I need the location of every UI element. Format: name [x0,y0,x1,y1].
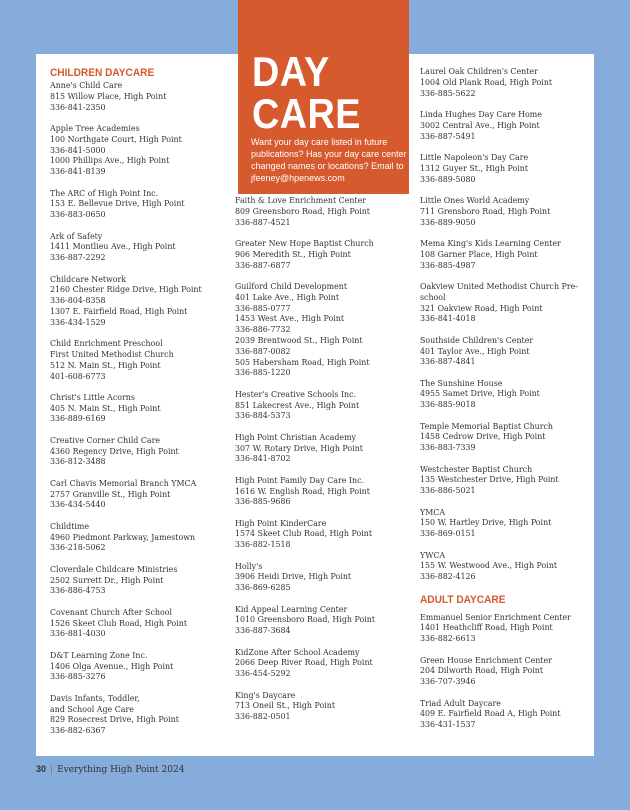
listing-entry [235,605,415,637]
listing-entry [50,565,230,597]
listing-entry [235,239,415,271]
listing-name: High Point KinderCare [235,518,327,528]
listing-entry [235,562,415,594]
listing-phone: 336-882-6367 [50,726,106,736]
listing-entry [235,476,415,508]
section-title-adult: ADULT DAYCARE [420,593,506,606]
listing-phone: 336-883-0650 [50,210,106,220]
listing-name: Linda Hughes Day Care Home [420,109,542,119]
listing-address: 3002 Central Ave., High Point [420,120,540,130]
listing-address: 1000 Phillips Ave., High Point [50,156,170,166]
listing-address: 307 W. Rotary Drive, High Point [235,443,363,453]
listing-address: 150 W. Hartley Drive, High Point [420,518,552,528]
listing-address: 815 Willow Place, High Point [50,91,167,101]
listing-entry [235,390,415,422]
listing-entry [235,433,415,465]
listing-phone: 336-885-4987 [420,260,476,270]
listing-phone: 336-882-1518 [235,540,291,550]
listing-address: 100 Northgate Court, High Point [50,134,182,144]
listing-address: 2502 Surrett Dr., High Point [50,575,164,585]
listing-name: YMCA [420,507,446,517]
listing-name: Laurel Oak Children's Center [420,67,538,76]
listing-address: 505 Habersham Road, High Point [235,357,370,367]
listing-address: 401 Taylor Ave., High Point [420,346,530,356]
listing-phone: 336-707-3946 [420,677,476,687]
listing-name: The Sunshine House [420,378,503,388]
listing-entry [420,551,582,583]
listing-name: Child Enrichment Preschool [50,339,163,349]
listing-name: The ARC of High Point Inc. [50,188,159,198]
day-care-banner [238,0,409,194]
listing-phone: 336-841-5000 [50,145,106,155]
listing-phone: 336-882-0501 [235,712,291,722]
listing-phone: 336-881-4030 [50,629,106,639]
listing-address: 512 N. Main St., High Point [50,360,161,370]
listing-address: 851 Lakecrest Ave., High Point [235,400,360,410]
listing-phone: 336-887-3684 [235,626,291,636]
listing-address: 409 E. Fairfield Road A, High Point [420,709,561,719]
listing-phone: 336-886-4753 [50,586,106,596]
listing-phone: 336-882-4126 [420,572,476,582]
listing-address: 155 W. Westwood Ave., High Point [420,561,558,571]
listing-entry [420,282,582,325]
listing-name: Greater New Hope Baptist Church [235,238,374,248]
listing-entry [50,522,230,554]
listing-name: D&T Learning Zone Inc. [50,650,148,660]
listing-phone: 336-885-1220 [235,368,291,378]
listing-name: Green House Enrichment Center [420,655,552,665]
listing-name: King's Daycare [235,690,296,700]
listing-name: Triad Adult Daycare [420,698,501,708]
listing-entry [420,110,582,142]
listing-entry [50,275,230,329]
listing-address: 829 Rosecrest Drive, High Point [50,715,179,725]
listing-name: Creative Corner Child Care [50,435,161,445]
listing-entry [420,67,582,99]
listing-name: Southside Children's Center [420,335,534,345]
listing-phone: 336-812-3488 [50,457,106,467]
listing-phone: 336-869-6285 [235,583,291,593]
listing-name: Carl Chavis Memorial Branch YMCA [50,478,197,488]
listing-entry [420,508,582,540]
listing-entry [50,694,230,737]
listing-address: 1307 E. Fairfield Road, High Point [50,306,188,316]
listing-entry [50,608,230,640]
listing-entry [50,124,230,178]
listing-address: 153 E. Bellevue Drive, High Point [50,199,185,209]
listing-name: Childtime [50,521,90,531]
listing-name: Ark of Safety [50,231,103,241]
listing-name: Guilford Child Development [235,281,348,291]
listing-address: 4955 Samet Drive, High Point [420,389,540,399]
listing-name: Westchester Baptist Church [420,464,533,474]
listing-address: 2757 Granville St., High Point [50,489,171,499]
listing-address: 1453 West Ave., High Point [235,314,345,324]
listing-address: 1616 W. English Road, High Point [235,486,370,496]
listing-name: Mema King's Kids Learning Center [420,238,561,248]
listing-entry [50,339,230,382]
listing-name: High Point Family Day Care Inc. [235,475,365,485]
listing-entry [235,196,415,228]
listing-entry [420,656,582,688]
listing-address: 3906 Heidi Drive, High Point [235,572,352,582]
listing-entry [50,232,230,264]
listing-address: 906 Meredith St., High Point [235,249,351,259]
listing-phone: 336-883-7339 [420,443,476,453]
listing-entry [420,153,582,185]
listing-phone: 336-431-1537 [420,720,476,730]
listing-phone: 401-608-6773 [50,371,106,381]
listing-address: 321 Oakview Road, High Point [420,303,543,313]
page-footer [36,764,184,775]
listing-entry [50,479,230,511]
listing-name: Anne's Child Care [50,81,123,90]
listing-entry [420,422,582,454]
listing-entry [50,189,230,221]
listing-entry [50,651,230,683]
listing-column-1 [50,67,230,748]
section-title-children: CHILDREN DAYCARE [50,67,155,79]
listing-entry [420,336,582,368]
listing-phone: 336-869-0151 [420,529,476,539]
listing-address: 1574 Skeet Club Road, High Point [235,529,373,539]
listing-column-2 [235,196,415,734]
listing-name: Kid Appeal Learning Center [235,604,348,614]
listing-name: Apple Tree Academies [50,123,140,133]
listing-address: 1004 Old Plank Road, High Point [420,77,553,87]
listing-phone: 336-885-5622 [420,88,476,98]
listing-name: Oakview United Methodist Church Pre-school [420,281,578,302]
listing-address: 405 N. Main St., High Point [50,403,161,413]
banner-note: Want your day care listed in future publications? Has your day care center changed names or locations? Email to jfeeney@hpenews.com [251,137,407,183]
listing-address: 2160 Chester Ridge Drive, High Point [50,285,202,295]
listing-name: High Point Christian Academy [235,432,357,442]
listing-name: Little Napoleon's Day Care [420,152,529,162]
listing-address: 809 Greensboro Road, High Point [235,206,370,216]
listing-entry [420,379,582,411]
listing-entry [420,465,582,497]
listing-phone: 336-889-6169 [50,414,106,424]
page-number: 30 [36,764,47,774]
listing-phone: 336-884-5373 [235,411,291,421]
listing-entry [420,196,582,228]
listing-address: 135 Westchester Drive, High Point [420,475,559,485]
listing-name: Davis Infants, Toddler, [50,693,140,703]
listing-phone: 336-882-6613 [420,634,476,644]
listing-phone: 336-887-5491 [420,131,476,141]
listing-phone: 336-885-0777 [235,303,291,313]
listing-entry [50,81,230,113]
listing-address: 713 Oneil St., High Point [235,701,336,711]
listing-address: First United Methodist Church [50,349,174,359]
listing-address: 4360 Regency Drive, High Point [50,446,179,456]
listing-address: 1401 Heathcliff Road, High Point [420,623,553,633]
listing-name: Hester's Creative Schools Inc. [235,389,357,399]
listing-entry [235,691,415,723]
listing-name: KidZone After School Academy [235,647,360,657]
listing-entry [235,648,415,680]
listing-name: Childcare Network [50,274,127,284]
listing-phone: 336-886-5021 [420,486,476,496]
listing-address: 1406 Olga Avenue., High Point [50,661,174,671]
listing-entry [420,613,582,645]
listing-phone: 336-454-5292 [235,669,291,679]
listing-name: Christ's Little Acorns [50,392,135,402]
publication-name: Everything High Point 2024 [57,765,185,775]
listing-phone: 336-885-3276 [50,672,106,682]
listing-name: Cloverdale Childcare Ministries [50,564,178,574]
listing-phone: 336-804-8358 [50,296,106,306]
listing-name: Covenant Church After School [50,607,172,617]
listing-address: 2066 Deep River Road, High Point [235,658,373,668]
listing-phone: 336-841-8702 [235,454,291,464]
listing-entry [50,436,230,468]
listing-address: 711 Grensboro Road, High Point [420,206,551,216]
listing-address: 1312 Guyer St., High Point [420,163,529,173]
banner-title-line2: CARE [252,90,361,137]
listing-name: YWCA [420,550,446,560]
listing-phone: 336-434-5440 [50,500,106,510]
listing-entry [420,239,582,271]
listing-phone: 336-841-4018 [420,314,476,324]
footer-separator: | [50,765,54,775]
listing-address: 2039 Brentwood St., High Point [235,335,363,345]
listing-phone: 336-886-7732 [235,325,291,335]
listing-address: 1411 Montlieu Ave., High Point [50,242,176,252]
listing-phone: 336-841-8139 [50,167,106,177]
listing-address: 108 Garner Place, High Point [420,249,538,259]
listing-phone: 336-887-6877 [235,260,291,270]
listing-phone: 336-885-9018 [420,400,476,410]
listing-phone: 336-887-4841 [420,357,476,367]
listing-entry [420,699,582,731]
listing-entry [235,282,415,379]
listing-address: 1526 Skeet Club Road, High Point [50,618,188,628]
listing-address: 1010 Greensboro Road, High Point [235,615,375,625]
listing-phone: 336-218-5062 [50,543,106,553]
listing-address: and School Age Care [50,704,134,714]
listing-column-3 [420,67,582,742]
listing-name: Temple Memorial Baptist Church [420,421,554,431]
listing-name: Holly's [235,561,263,571]
listing-phone: 336-889-5080 [420,174,476,184]
listing-address: 4960 Piedmont Parkway, Jamestown [50,532,196,542]
listing-entry [50,393,230,425]
listing-phone: 336-889-9050 [420,217,476,227]
listing-name: Little Ones World Academy [420,195,530,205]
listing-phone: 336-885-9686 [235,497,291,507]
listing-name: Emmanuel Senior Enrichment Center [420,612,571,622]
banner-title-line1: DAY [252,48,330,95]
listing-address: 204 Dilworth Road, High Point [420,666,544,676]
listing-phone: 336-887-2292 [50,253,106,263]
listing-entry [235,519,415,551]
listing-name: Faith & Love Enrichment Center [235,196,367,205]
listing-phone: 336-434-1529 [50,317,106,327]
listing-phone: 336-887-4521 [235,217,291,227]
listing-phone: 336-841-2350 [50,102,106,112]
listing-phone: 336-887-0082 [235,346,291,356]
listing-address: 401 Lake Ave., High Point [235,292,340,302]
listing-address: 1458 Cedrow Drive, High Point [420,432,546,442]
